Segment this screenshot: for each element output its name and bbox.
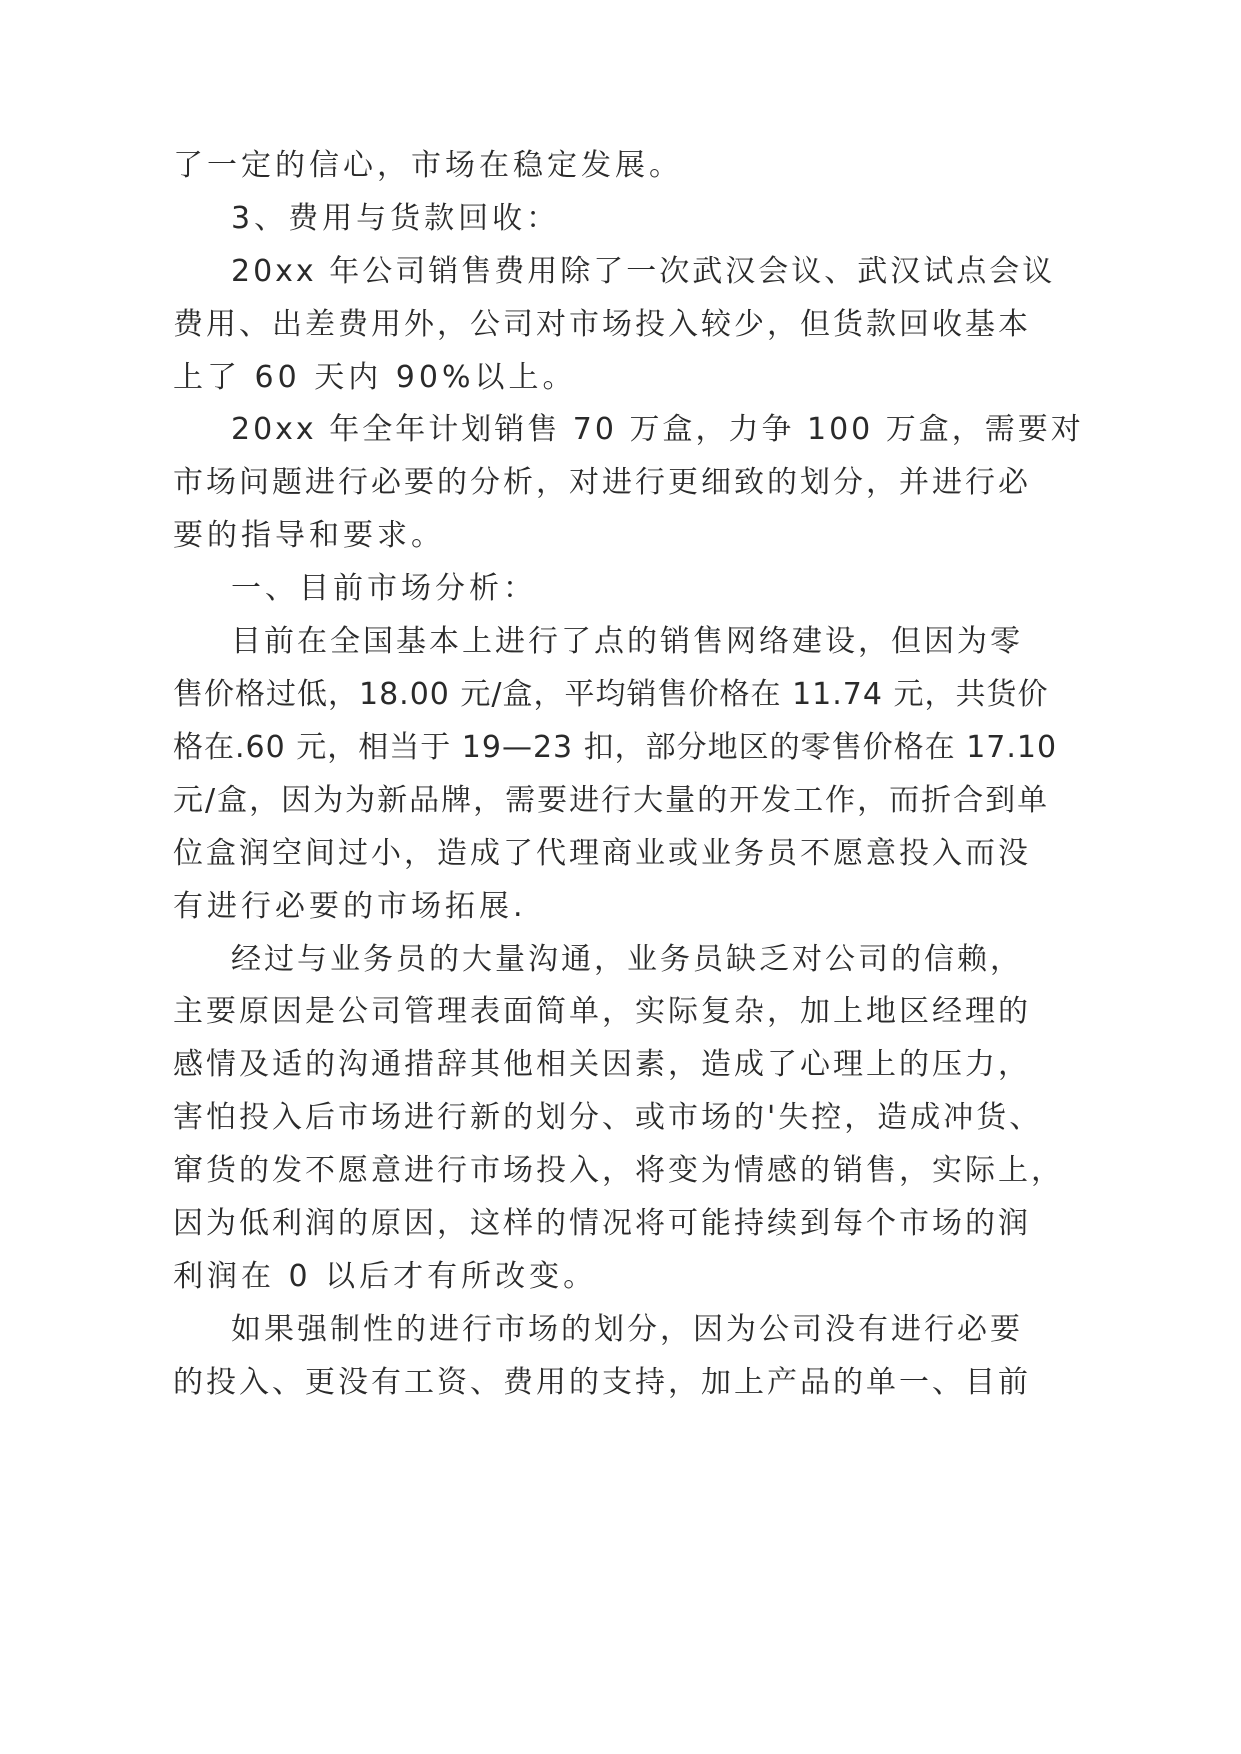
text-line: 目前在全国基本上进行了点的销售网络建设，但因为零	[231, 624, 1023, 659]
text-line: 市场问题进行必要的分析，对进行更细致的划分，并进行必	[173, 465, 1031, 500]
text-line: 主要原因是公司管理表面简单，实际复杂，加上地区经理的	[173, 994, 1031, 1029]
text-line: 害怕投入后市场进行新的划分、或市场的'失控，造成冲货、	[173, 1100, 1043, 1135]
text-line: 的投入、更没有工资、费用的支持，加上产品的单一、目前	[173, 1365, 1031, 1400]
text-line: 因为低利润的原因，这样的情况将可能持续到每个市场的润	[173, 1206, 1031, 1241]
text-line: 窜货的发不愿意进行市场投入，将变为情感的销售，实际上，	[173, 1153, 1064, 1188]
text-line: 要的指导和要求。	[173, 518, 445, 553]
text-line: 上了 60 天内 90%以上。	[173, 360, 577, 395]
text-line: 了一定的信心，市场在稳定发展。	[173, 148, 683, 183]
text-line: 一、目前市场分析：	[231, 571, 537, 606]
text-line: 经过与业务员的大量沟通，业务员缺乏对公司的信赖，	[231, 942, 1023, 977]
text-line: 利润在 0 以后才有所改变。	[173, 1259, 598, 1294]
text-line: 感情及适的沟通措辞其他相关因素，造成了心理上的压力，	[173, 1047, 1031, 1082]
text-line: 如果强制性的进行市场的划分，因为公司没有进行必要	[231, 1312, 1023, 1347]
text-line: 20xx 年公司销售费用除了一次武汉会议、武汉试点会议	[231, 254, 1056, 289]
text-line: 格在.60 元，相当于 19—23 扣，部分地区的零售价格在 17.10	[173, 730, 1058, 765]
text-line: 3、费用与货款回收：	[231, 201, 561, 236]
text-line: 20xx 年全年计划销售 70 万盒，力争 100 万盒，需要对	[231, 412, 1084, 447]
text-line: 位盒润空间过小，造成了代理商业或业务员不愿意投入而没	[173, 836, 1031, 871]
text-line: 元/盒，因为为新品牌，需要进行大量的开发工作，而折合到单	[173, 783, 1050, 818]
text-line: 有进行必要的市场拓展.	[173, 889, 527, 924]
text-line: 售价格过低，18.00 元/盒，平均销售价格在 11.74 元，共货价	[173, 677, 1049, 712]
text-line: 费用、出差费用外，公司对市场投入较少，但货款回收基本	[173, 307, 1031, 342]
